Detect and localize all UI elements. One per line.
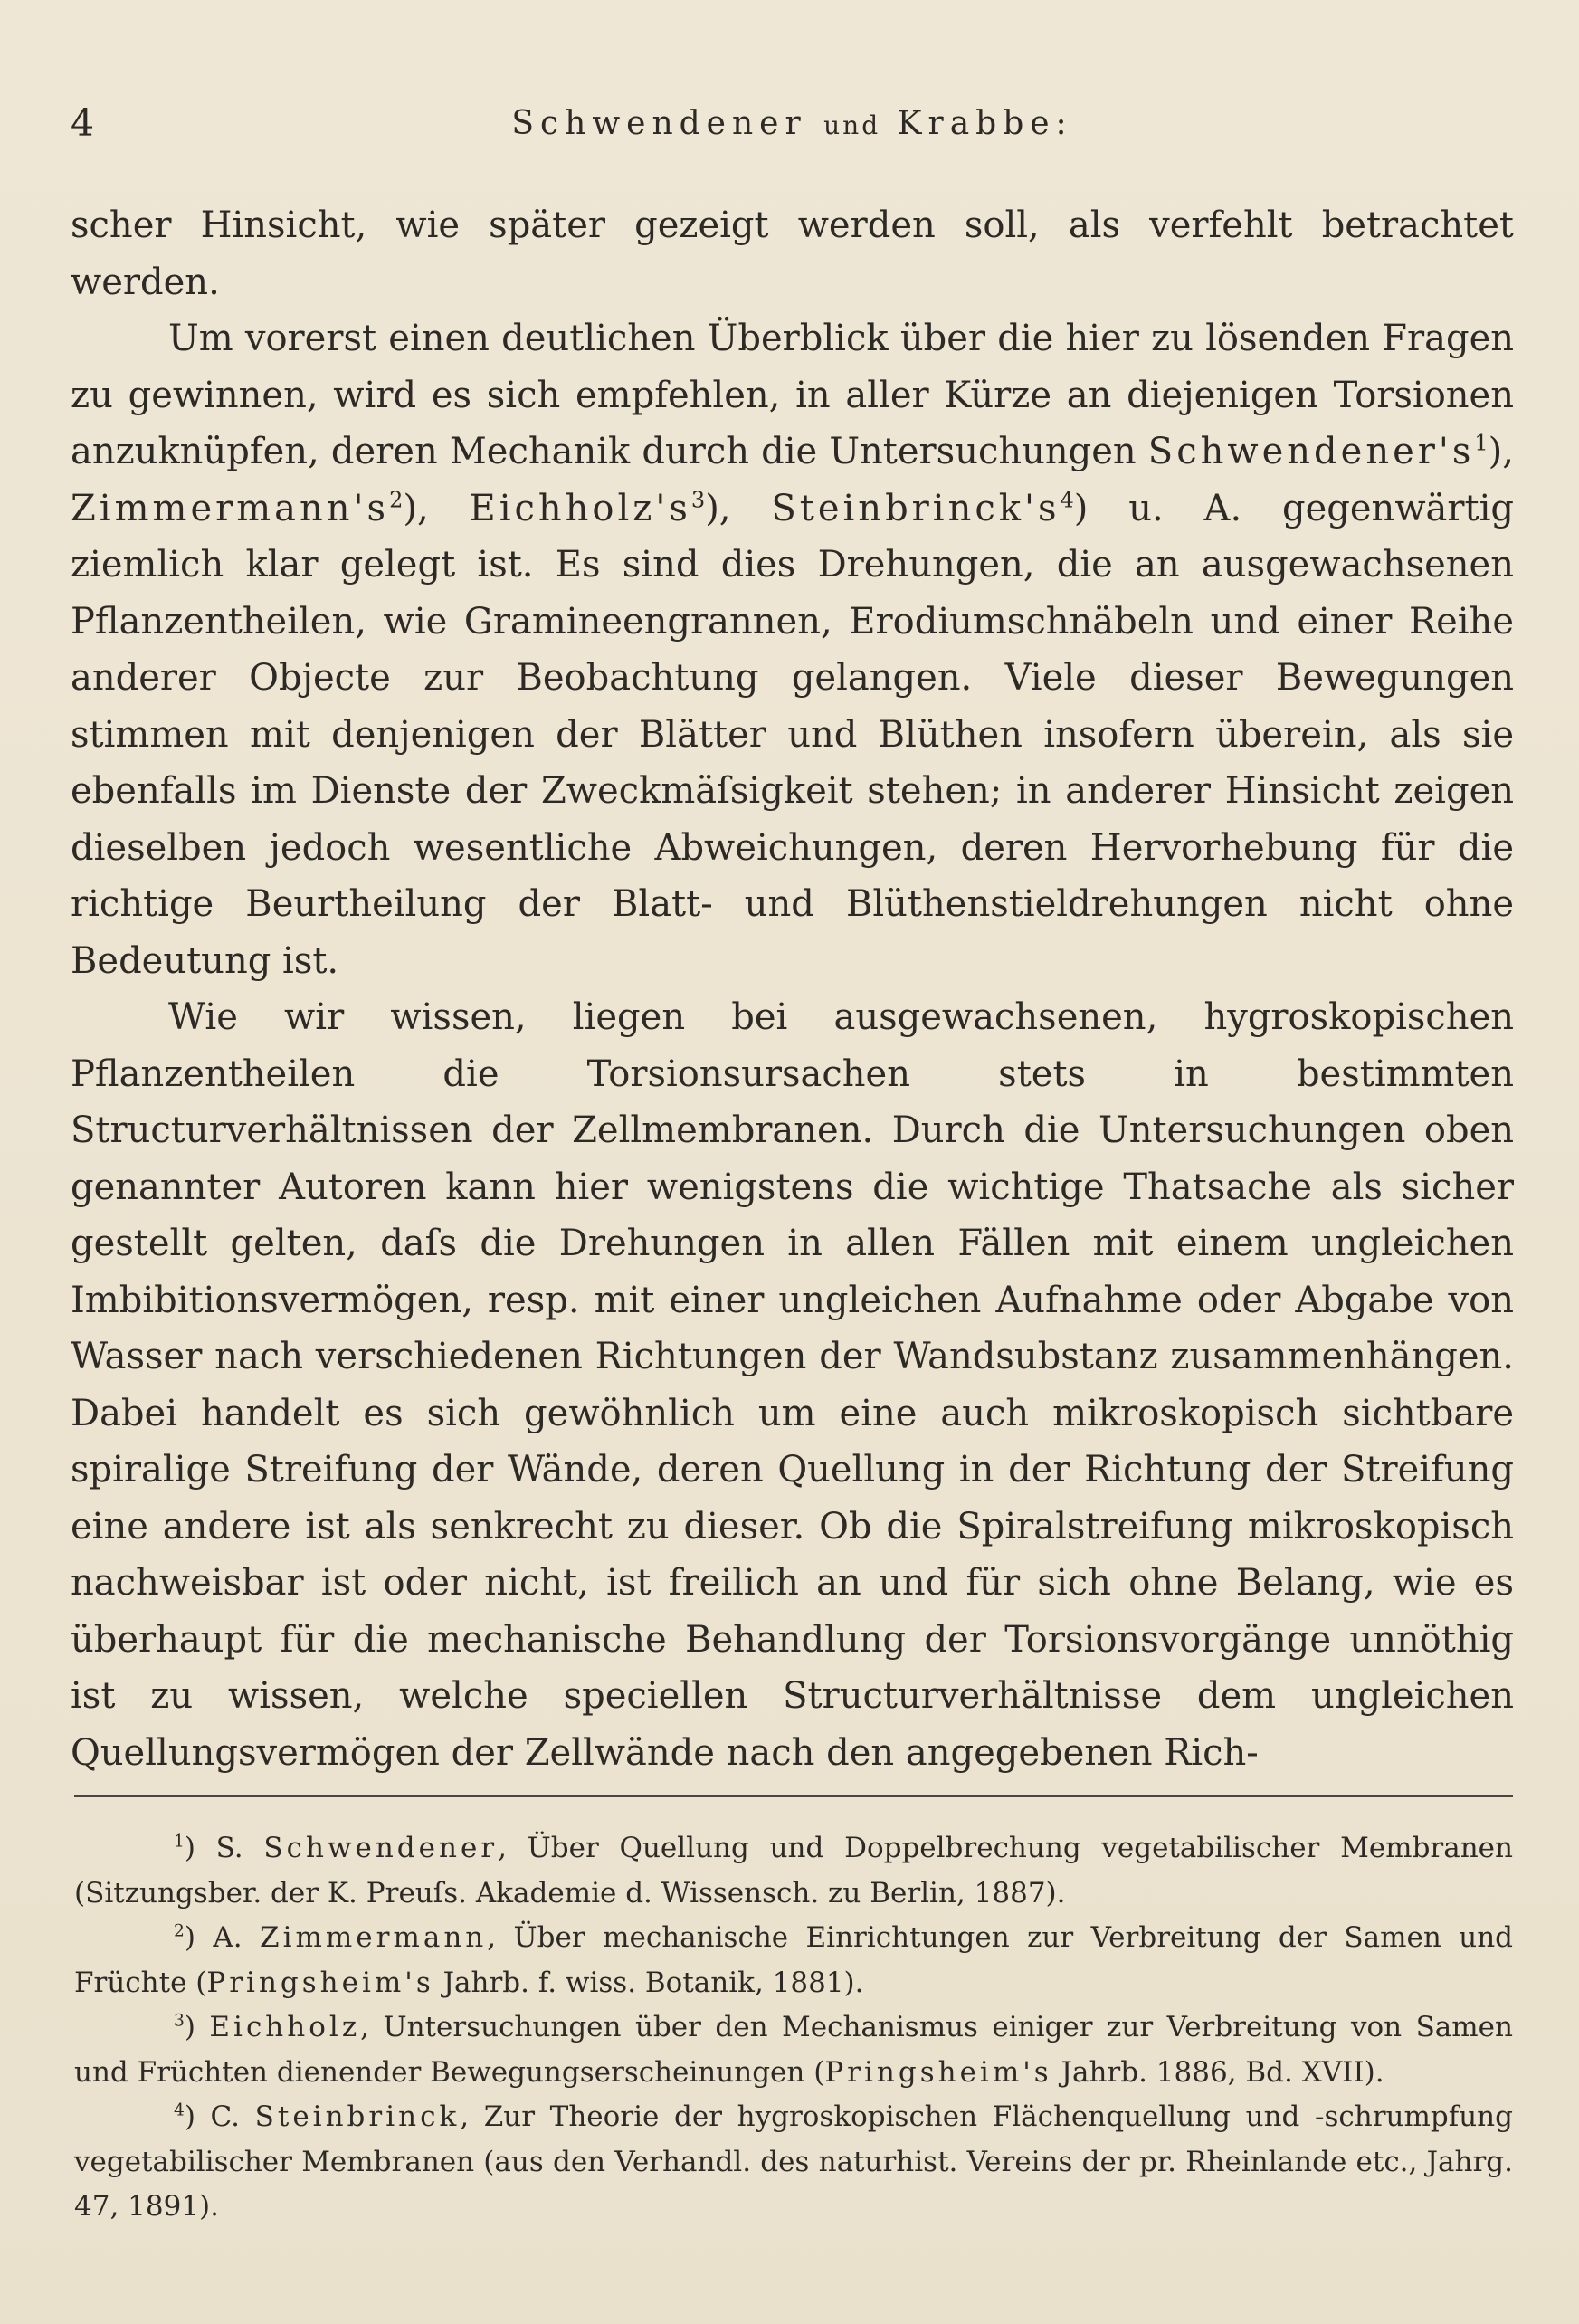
footnote-3-text-c: Jahrb. 1886, Bd. XVII). (1051, 2055, 1384, 2089)
body-text (71, 197, 1514, 1781)
footnote-1-text-b: , Über Quellung und Doppelbrechung vegetabilischer Membranen (Sitzungsber. der K. Preuſs. Akademie d. Wissensch. zu Berlin, 1887). (74, 1832, 1513, 1910)
footnote-2-author: Zimmermann (260, 1921, 488, 1954)
author-name-eichholz: Eichholz's (469, 487, 691, 529)
footnote-ref-1[interactable]: 1 (1474, 430, 1489, 456)
running-title-author1: Schwendener (511, 105, 807, 142)
footnote-2-text-b: , Über mechanische Einrichtungen zur Verbreitung der Samen und Früchte ( (74, 1921, 1513, 1999)
footnote-4-author: Steinbrinck (254, 2100, 461, 2133)
page-header (71, 101, 1514, 156)
footnote-ref-4[interactable]: 4 (1060, 487, 1074, 513)
running-title-conjunction: und (823, 110, 881, 140)
footnote-3-text-b: , Untersuchungen über den Mechanismus einiger zur Verbreitung von Samen und Früchten dienender Bewegungserscheinungen ( (74, 2011, 1513, 2089)
footnote-2-editor: Pringsheim's (206, 1966, 434, 1999)
footnote-marker-1: 1 (174, 1832, 185, 1852)
paragraph-3-text: Wie wir wissen, liegen bei ausgewachsenen, hygroskopischen Pflanzentheilen die Torsionsursachen stets in bestimmten Structurverhältnissen der Zellmembranen. Durch die Untersuchungen oben genannter Autoren kann hier wenigstens die wichtige Thatsache als sicher gestellt gelten, daſs die Drehungen in allen Fällen mit einem ungleichen Imbibitionsvermögen, resp. mit einer ungleichen Aufnahme oder Abgabe von Wasser nach verschiedenen Richtungen der Wandsubstanz zusammenhängen. Dabei handelt es sich gewöhnlich um eine auch mikroskopisch sichtbare spiralige Streifung der Wände, deren Quellung in der Richtung der Streifung eine andere ist als senkrecht zu dieser. Ob die Spiralstreifung mikroskopisch nachweisbar ist oder nicht, ist freilich an und für sich ohne Belang, wie es überhaupt für die mechanische Behandlung der Torsionsvorgänge unnöthig ist zu wissen, welche speciellen Structurverhältnisse dem ungleichen Quellungsvermögen der Zellwände nach den angegebenen Rich- (71, 996, 1514, 1774)
footnotes (74, 1826, 1513, 2230)
author-name-schwendener: Schwendener's (1147, 431, 1475, 472)
footnote-ref-2[interactable]: 2 (389, 487, 404, 513)
footnote-marker-2: 2 (174, 1921, 185, 1941)
author-name-steinbrinck: Steinbrinck's (771, 487, 1061, 529)
paragraph-2-text-b: ) u. A. gegenwärtig ziemlich klar gelegt ist. Es sind dies Drehungen, die an ausgewachsenen Pflanzentheilen, wie Gramineengrannen, Erodiumschnäbeln und einer Reihe anderer Objecte zur Beobachtung gelangen. Viele dieser Bewegungen stimmen mit denjenigen der Blätter und Blüthen insofern überein, als sie ebenfalls im Dienste der Zweckmäſsigkeit stehen; in anderer Hinsicht zeigen dieselben jedoch wesentliche Abweichungen, deren Hervorhebung für die richtige Beurtheilung der Blatt- und Blüthenstieldrehungen nicht ohne Bedeutung ist. (71, 487, 1514, 982)
footnote-4-text-b: , Zur Theorie der hygroskopischen Flächenquellung und -schrumpfung vegetabilischer Membranen (aus den Verhandl. des naturhist. Vereins der pr. Rheinlande etc., Jahrg. 47, 1891). (74, 2100, 1513, 2223)
footnote-ref-3[interactable]: 3 (690, 487, 706, 513)
footnote-3-editor: Pringsheim's (824, 2055, 1052, 2089)
footnote-2 (74, 1916, 1513, 2005)
footnote-2-text-c: Jahrb. f. wiss. Botanik, 1881). (433, 1966, 864, 1999)
paragraph-1 (71, 197, 1514, 310)
footnote-1-author: Schwendener (263, 1832, 499, 1864)
author-name-zimmermann: Zimmermann's (71, 487, 390, 529)
page-number: 4 (71, 101, 95, 145)
separator-2: ), (403, 487, 470, 529)
footnote-1 (74, 1826, 1513, 1916)
footnote-marker-3: 3 (174, 2011, 185, 2031)
separator-3: ), (705, 487, 772, 529)
footnote-3 (74, 2005, 1513, 2095)
running-title-author2: Krabbe: (897, 105, 1073, 142)
footnote-divider (74, 1795, 1513, 1797)
paragraph-2-text-a: Um vorerst einen deutlichen Überblick über die hier zu lösenden Fragen zu gewinnen, wird es sich empfehlen, in aller Kürze an diejenigen Torsionen anzuknüpfen, deren Mechanik durch die Untersuchungen (71, 318, 1514, 472)
footnote-2-text-a: ) A. (184, 1921, 261, 1954)
footnote-4-text-a: ) C. (184, 2100, 255, 2133)
footnote-1-text-a: ) S. (184, 1832, 264, 1864)
separator-1: ), (1488, 431, 1514, 472)
running-title (71, 105, 1514, 142)
footnote-3-text-a: ) (184, 2011, 210, 2043)
paragraph-1-text: scher Hinsicht, wie später gezeigt werden soll, als verfehlt betrachtet werden. (71, 205, 1514, 303)
footnote-3-author: Eichholz (209, 2011, 361, 2043)
footnote-marker-4: 4 (174, 2100, 185, 2120)
paragraph-3 (71, 989, 1514, 1781)
footnote-4 (74, 2095, 1513, 2230)
paragraph-2 (71, 310, 1514, 989)
